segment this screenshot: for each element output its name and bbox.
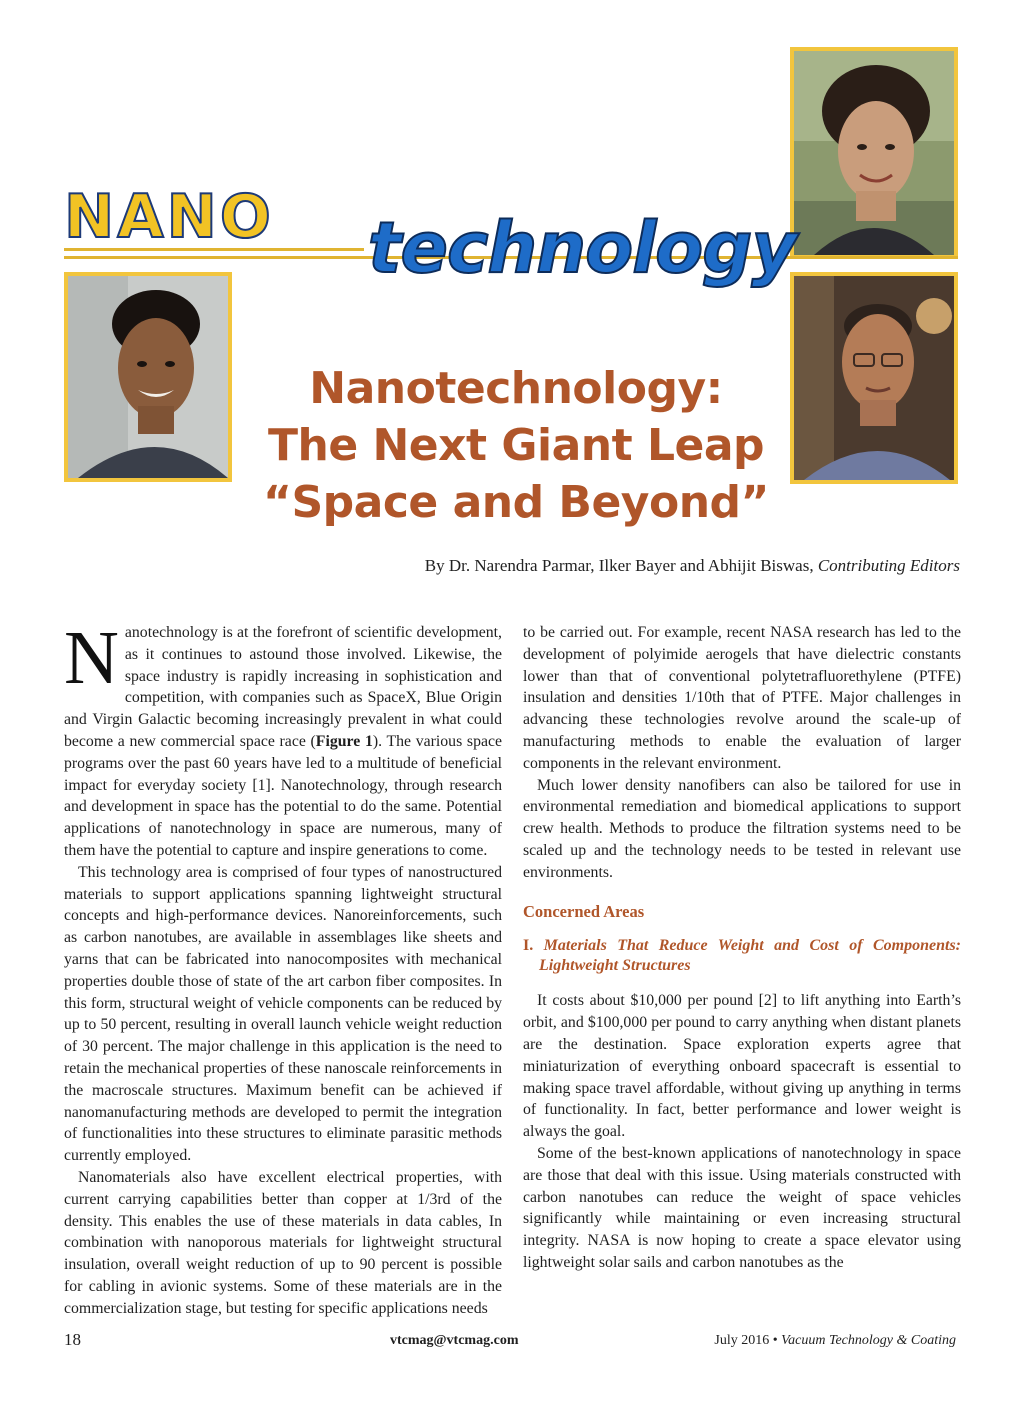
drop-cap: N xyxy=(64,616,119,700)
masthead-technology: technology xyxy=(368,207,797,289)
paragraph-intro-text: anotechnology is at the forefront of scientific development, as it continues to astound those involved. Likewise, the space industry is rapidly increasing in sophistication and competition, with companies such as SpaceX, Blue Origin and Virgin Galactic becoming increasingly prevalent in what could become a new commercial space race ( xyxy=(64,624,502,750)
page-number: 18 xyxy=(64,1330,81,1349)
masthead-nano: NANO xyxy=(64,182,274,252)
subsection-heading xyxy=(523,936,961,976)
author-photo-smiling xyxy=(64,272,232,482)
paragraph-cost: It costs about $10,000 per pound [2] to lift anything into Earth’s orbit, and $100,000 per pound to carry anything when distant planets are the destination. Space exploration experts agree that miniaturization of everything onboard spacecraft is essential to making space travel affordable, without giving up anything in terms of functionality. In fact, better performance and lower weight is always the goal. xyxy=(523,992,961,1141)
article-column-right xyxy=(523,622,961,1274)
footer-issue xyxy=(714,1333,956,1349)
paragraph-applications: Some of the best-known applications of nanotechnology in space are those that deal with this issue. Using materials constructed with carbon nanotubes can reduce the weight of space vehicles significantly while maintaining or even increasing structural integrity. NASA is now hoping to create a space elevator using lightweight solar sails and carbon nanotubes as the xyxy=(523,1144,961,1271)
paragraph-electrical-continued: to be carried out. For example, recent NASA research has led to the development of polyimide aerogels that have dielectric constants lower than that of conventional polytetrafluorethylene (PTFE) insulation and densities 1/10th that of PTFE. Major challenges in advancing these technologies revolve around the scale-up of manufacturing methods to enable the evaluation of larger components in the relevant environment. xyxy=(523,624,961,772)
subsection-number: I. xyxy=(523,937,534,955)
title-line-1: Nanotechnology: xyxy=(309,363,723,414)
paragraph-intro-end: ). The various space programs over the past 60 years have led to a multitude of beneficial impact for everyday society [1]. Nanotechnology, through research and development in space has the potential to do the same. Potential applications of nanotechnology in space are numerous, many of them have the potential to capture and inspire generations to come. xyxy=(64,732,503,859)
article-title xyxy=(236,360,796,531)
paragraph-electrical: Nanomaterials also have excellent electrical properties, with current carrying capabilities better than copper at 1/3rd of the density. This enables the use of these materials in data cables, In combination with nanoporous materials for lightweight structural insulation, overall weight reduction of up to 90 percent is possible for cabling in avionic systems. Some of these materials are in the commercialization stage, but testing for specific applications needs xyxy=(64,1168,502,1317)
footer-email: vtcmag@vtcmag.com xyxy=(390,1333,519,1348)
author-photo-curly-hair xyxy=(790,47,958,259)
author-photo-glasses xyxy=(790,272,958,484)
subsection-title: Materials That Reduce Weight and Cost of Components: Lightweight Structures xyxy=(539,937,962,975)
paragraph-intro xyxy=(64,616,503,862)
figure-reference: Figure 1 xyxy=(315,732,373,750)
paragraph-nanofibers: Much lower density nanofibers can also be tailored for use in environmental remediation and biomedical applications to support crew health. Methods to produce the filtration systems need to be scaled up and the technology needs to be tested in relevant use environments. xyxy=(523,776,961,881)
footer-publication: Vacuum Technology & Coating xyxy=(781,1333,956,1348)
article-column-left xyxy=(64,616,503,1320)
footer-date: July 2016 • xyxy=(714,1333,782,1348)
byline-role: Contributing Editors xyxy=(817,556,960,575)
title-line-3: “Space and Beyond” xyxy=(263,477,769,528)
paragraph-nanostructured: This technology area is comprised of four types of nanostructured materials to support applications spanning lightweight structural concepts and high-performance devices. Nanoreinforcements, such as carbon nanotubes, are available in assemblages like sheets and yarns that can be fabricated into nanocomposites with mechanical properties double those of state of the art carbon fiber composites. In this form, structural weight of vehicle components can be reduced by up to 50 percent, resulting in overall launch vehicle weight reduction of 30 percent. The major challenge in this application is the need to retain the mechanical properties of these nanoscale reinforcements in the macroscale structures. Maximum benefit can be achieved if nanomanufacturing methods are developed to permit the integration of functionalities into these structures to eliminate parasitic methods currently employed. xyxy=(64,863,502,1165)
section-heading: Concerned Areas xyxy=(523,901,645,921)
title-line-2: The Next Giant Leap xyxy=(267,420,765,471)
byline-authors: By Dr. Narendra Parmar, Ilker Bayer and Abhijit Biswas, xyxy=(424,556,818,575)
byline xyxy=(425,556,960,576)
